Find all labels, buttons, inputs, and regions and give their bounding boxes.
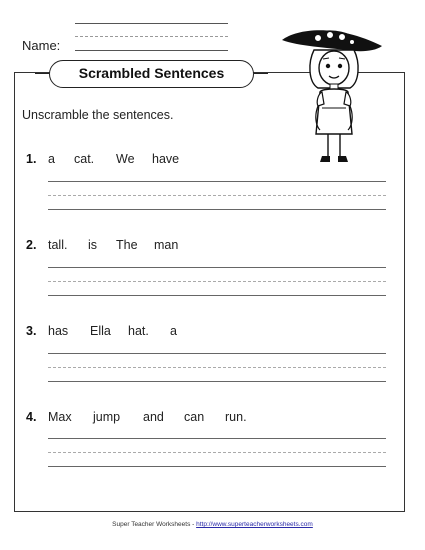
scrambled-word: a [48, 152, 55, 166]
footer-site-name: Super Teacher Worksheets [112, 521, 191, 528]
question-number: 4. [26, 410, 37, 424]
footer-separator: - [192, 521, 195, 528]
answer-line[interactable] [48, 181, 386, 182]
scrambled-word: Max [48, 410, 72, 424]
scrambled-word: cat. [74, 152, 95, 166]
name-top-line [75, 23, 228, 24]
answer-line[interactable] [48, 267, 386, 268]
scrambled-word: jump [93, 410, 121, 424]
scrambled-word: is [88, 238, 98, 252]
name-write-line[interactable] [75, 50, 228, 51]
scrambled-word: The [116, 238, 138, 252]
question-number: 1. [26, 152, 37, 166]
answer-guide-dash [48, 452, 386, 453]
name-label: Name: [22, 38, 61, 53]
scrambled-word: man [154, 238, 179, 252]
title-left-tick [35, 73, 49, 74]
scrambled-word: run. [225, 410, 247, 424]
scrambled-word: Ella [90, 324, 111, 338]
scrambled-word: We [116, 152, 135, 166]
answer-line[interactable] [48, 353, 386, 354]
footer [0, 521, 425, 528]
question-number: 2. [26, 238, 37, 252]
answer-baseline[interactable] [48, 295, 386, 296]
answer-line[interactable] [48, 438, 386, 439]
scrambled-word: has [48, 324, 69, 338]
scrambled-word: can [184, 410, 205, 424]
instructions-text: Unscramble the sentences. [22, 108, 174, 122]
answer-guide-dash [48, 195, 386, 196]
answer-baseline[interactable] [48, 381, 386, 382]
question-number: 3. [26, 324, 37, 338]
footer-link[interactable]: http://www.superteacherworksheets.com [196, 521, 313, 528]
worksheet-title: Scrambled Sentences [49, 60, 254, 88]
scrambled-word: and [143, 410, 164, 424]
scrambled-word: hat. [128, 324, 149, 338]
scrambled-word: have [152, 152, 180, 166]
scrambled-word: a [170, 324, 177, 338]
scrambled-word: tall. [48, 238, 68, 252]
answer-guide-dash [48, 281, 386, 282]
answer-baseline[interactable] [48, 209, 386, 210]
answer-baseline[interactable] [48, 466, 386, 467]
girl-with-sunhat-icon [278, 22, 388, 170]
name-middle-dash [75, 36, 228, 37]
title-right-tick [254, 73, 268, 74]
answer-guide-dash [48, 367, 386, 368]
